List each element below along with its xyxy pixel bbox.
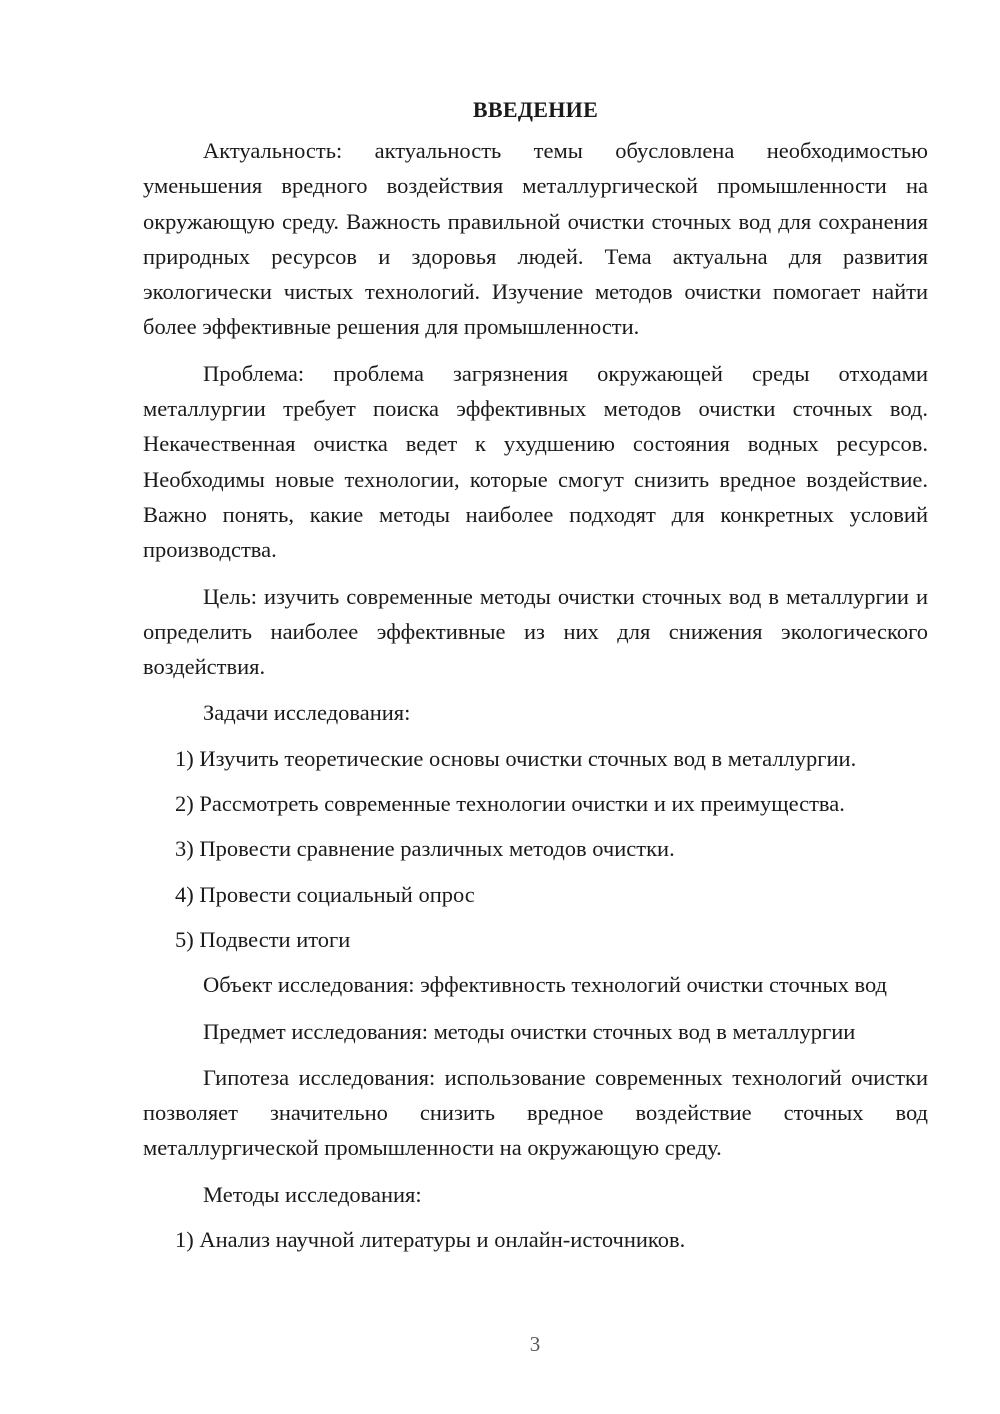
task-item-5: 5) Подвести итоги <box>175 926 351 952</box>
task-item-1: 1) Изучить теоретические основы очистки сточных вод в металлургии. <box>175 745 857 771</box>
object-paragraph: Объект исследования: эффективность технологий очистки сточных вод <box>203 972 888 998</box>
task-item-4: 4) Провести социальный опрос <box>175 881 475 907</box>
subject-paragraph: Предмет исследования: методы очистки сточных вод в металлургии <box>203 1018 856 1044</box>
problem-paragraph: Проблема: проблема загрязнения окружающей среды отходами металлургии требует поиска эффективных методов очистки сточных вод. Некачественная очистка ведет к ухудшению состояния водных ресурсов. Необходимы новые технологии, которые смогут снизить вредное воздействие. Важно понять, какие методы наиболее подходят для конкретных условий производства. <box>143 360 928 563</box>
methods-label: Методы исследования: <box>203 1181 422 1207</box>
method-item-1: 1) Анализ научной литературы и онлайн-источников. <box>175 1227 686 1253</box>
document-page <box>143 92 928 1267</box>
hypothesis-paragraph: Гипотеза исследования: использование современных технологий очистки позволяет значительно снизить вредное воздействие сточных вод металлургической промышленности на окружающую среду. <box>143 1064 928 1161</box>
task-item-2: 2) Рассмотреть современные технологии очистки и их преимущества. <box>175 791 845 817</box>
section-heading: ВВЕДЕНИЕ <box>472 97 599 122</box>
relevance-paragraph: Актуальность: актуальность темы обусловлена необходимостью уменьшения вредного воздействия металлургической промышленности на окружающую среду. Важность правильной очистки сточных вод для сохранения природных ресурсов и здоровья людей. Тема актуальна для развития экологически чистых технологий. Изучение методов очистки помогает найти более эффективные решения для промышленности. <box>143 138 928 340</box>
tasks-label: Задачи исследования: <box>203 700 411 726</box>
goal-paragraph: Цель: изучить современные методы очистки сточных вод в металлургии и определить наиболее эффективные из них для снижения экологического воздействия. <box>143 583 928 680</box>
page-number: 3 <box>529 1332 541 1356</box>
task-item-3: 3) Провести сравнение различных методов очистки. <box>175 836 675 862</box>
